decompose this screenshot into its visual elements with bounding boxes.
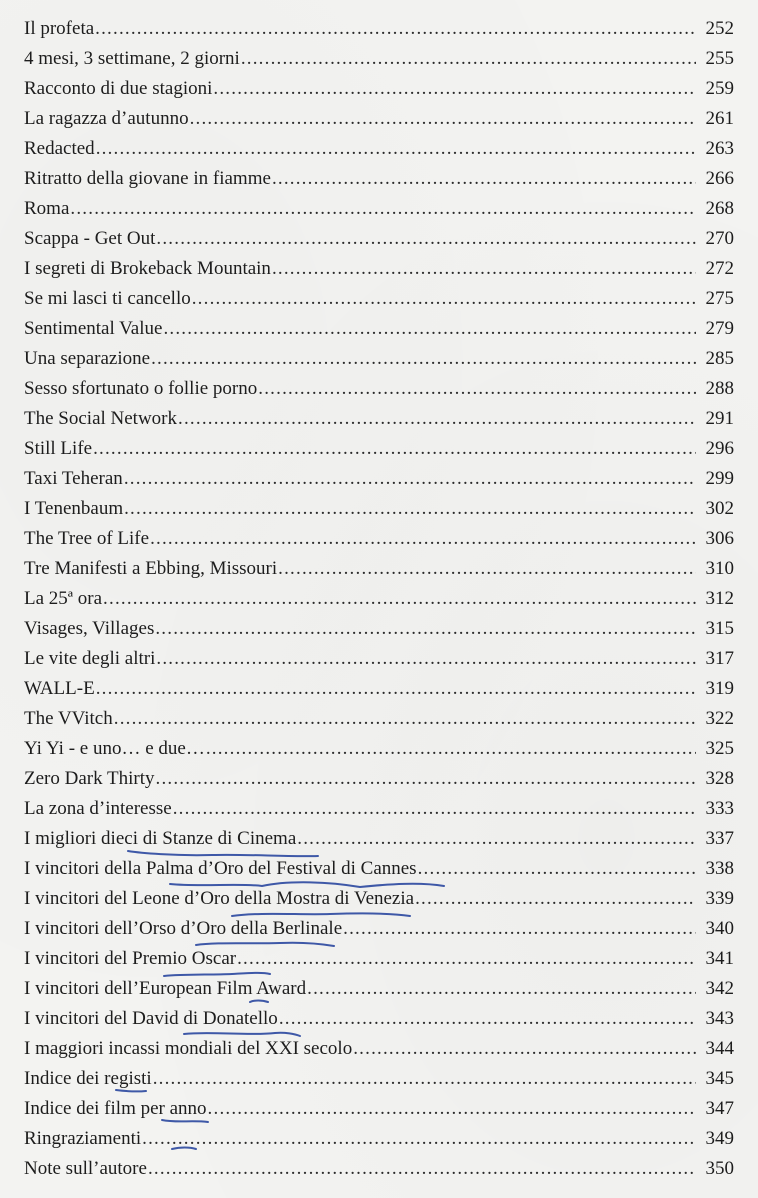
toc-entry [24,464,734,494]
dot-leader [192,284,696,314]
entry-page-number: 272 [705,258,734,279]
entry-title: Sesso sfortunato o follie porno [24,378,258,399]
dot-leader [208,1094,696,1124]
dot-leader [95,14,696,44]
toc-entry [24,884,734,914]
entry-title: Se mi lasci ti cancello [24,288,191,309]
dot-leader [178,404,696,434]
entry-page-number: 345 [705,1068,734,1089]
entry-page-number: 255 [705,48,734,69]
dot-leader [70,194,696,224]
entry-page-number: 296 [705,438,734,459]
toc-entry [24,164,734,194]
toc-entry [24,374,734,404]
dot-leader [415,884,696,914]
dot-leader [353,1034,696,1064]
entry-page-number: 259 [705,78,734,99]
entry-title: Zero Dark Thirty [24,768,155,789]
entry-page-number: 342 [705,978,734,999]
entry-title: Still Life [24,438,93,459]
dot-leader [343,914,696,944]
toc-entry [24,74,734,104]
entry-title: Tre Manifesti a Ebbing, Missouri [24,558,278,579]
toc-entry [24,524,734,554]
table-of-contents [24,14,734,1184]
entry-title: The VVitch [24,708,113,729]
toc-entry [24,674,734,704]
dot-leader [418,854,696,884]
dot-leader [151,344,696,374]
entry-title: I migliori dieci di Stanze di Cinema [24,828,297,849]
dot-leader [114,704,696,734]
dot-leader [307,974,696,1004]
entry-title: I vincitori del Leone d’Oro della Mostra di Venezia [24,888,415,909]
entry-page-number: 270 [705,228,734,249]
entry-title: Taxi Teheran [24,468,123,489]
toc-entry [24,134,734,164]
dot-leader [150,524,696,554]
dot-leader [272,164,696,194]
toc-entry [24,404,734,434]
entry-page-number: 347 [705,1098,734,1119]
toc-entry [24,614,734,644]
entry-page-number: 339 [705,888,734,909]
toc-entry [24,824,734,854]
entry-page-number: 312 [705,588,734,609]
entry-title: I vincitori dell’Orso d’Oro della Berlinale [24,918,343,939]
toc-entry [24,494,734,524]
entry-title: 4 mesi, 3 settimane, 2 giorni [24,48,240,69]
dot-leader [272,254,696,284]
dot-leader [148,1154,696,1184]
dot-leader [278,554,696,584]
toc-entry [24,944,734,974]
dot-leader [124,494,696,524]
entry-page-number: 266 [705,168,734,189]
entry-title: Note sull’autore [24,1158,147,1179]
entry-page-number: 288 [705,378,734,399]
entry-title: La zona d’interesse [24,798,172,819]
entry-page-number: 349 [705,1128,734,1149]
entry-page-number: 263 [705,138,734,159]
entry-title: Il profeta [24,18,95,39]
toc-entry [24,734,734,764]
entry-title: Visages, Villages [24,618,155,639]
toc-entry [24,1064,734,1094]
entry-title: Indice dei registi [24,1068,152,1089]
dot-leader [163,314,696,344]
entry-page-number: 338 [705,858,734,879]
entry-title: La 25ª ora [24,588,103,609]
entry-title: I segreti di Brokeback Mountain [24,258,271,279]
entry-page-number: 340 [705,918,734,939]
dot-leader [142,1124,696,1154]
entry-page-number: 344 [705,1038,734,1059]
entry-page-number: 268 [705,198,734,219]
toc-entry [24,44,734,74]
dot-leader [103,584,696,614]
toc-entry [24,224,734,254]
dot-leader [155,614,696,644]
entry-title: Redacted [24,138,95,159]
dot-leader [124,464,696,494]
entry-page-number: 306 [705,528,734,549]
entry-page-number: 291 [705,408,734,429]
entry-page-number: 333 [705,798,734,819]
entry-title: Le vite degli altri [24,648,156,669]
dot-leader [96,134,696,164]
entry-page-number: 299 [705,468,734,489]
toc-entry [24,1154,734,1184]
toc-entry [24,194,734,224]
entry-title: I vincitori del David di Donatello [24,1008,278,1029]
toc-entry [24,104,734,134]
dot-leader [156,764,697,794]
entry-page-number: 310 [705,558,734,579]
dot-leader [241,44,696,74]
dot-leader [279,1004,696,1034]
toc-entry [24,584,734,614]
entry-title: The Social Network [24,408,178,429]
entry-page-number: 261 [705,108,734,129]
entry-page-number: 341 [705,948,734,969]
toc-entry [24,1034,734,1064]
toc-entry [24,1124,734,1154]
entry-page-number: 279 [705,318,734,339]
entry-page-number: 302 [705,498,734,519]
entry-title: La ragazza d’autunno [24,108,189,129]
entry-title: Ringraziamenti [24,1128,142,1149]
entry-page-number: 252 [705,18,734,39]
toc-entry [24,764,734,794]
toc-entry [24,284,734,314]
dot-leader [153,1064,696,1094]
entry-page-number: 315 [705,618,734,639]
entry-page-number: 317 [705,648,734,669]
entry-title: I vincitori dell’European Film Award [24,978,307,999]
entry-page-number: 350 [705,1158,734,1179]
toc-entry [24,554,734,584]
entry-title: I vincitori della Palma d’Oro del Festival di Cannes [24,858,417,879]
entry-title: I vincitori del Premio Oscar [24,948,237,969]
entry-title: Yi Yi - e uno… e due… [24,738,205,759]
entry-title: Indice dei film per anno [24,1098,207,1119]
toc-entry [24,314,734,344]
dot-leader [213,74,696,104]
toc-entry [24,14,734,44]
entry-title: Una separazione [24,348,151,369]
entry-title: Sentimental Value [24,318,163,339]
entry-page-number: 322 [705,708,734,729]
toc-entry [24,644,734,674]
dot-leader [156,224,696,254]
toc-entry [24,1094,734,1124]
toc-entry [24,1004,734,1034]
entry-page-number: 343 [705,1008,734,1029]
entry-title: The Tree of Life [24,528,150,549]
dot-leader [96,674,696,704]
dot-leader [237,944,696,974]
entry-title: I Tenenbaum [24,498,124,519]
toc-entry [24,344,734,374]
entry-page-number: 275 [705,288,734,309]
entry-title: WALL-E [24,678,95,699]
dot-leader [93,434,696,464]
toc-entry [24,434,734,464]
entry-page-number: 319 [705,678,734,699]
dot-leader [206,734,696,764]
dot-leader [258,374,696,404]
entry-page-number: 337 [705,828,734,849]
entry-title: Scappa - Get Out [24,228,156,249]
toc-entry [24,974,734,1004]
dot-leader [190,104,696,134]
entry-title: Ritratto della giovane in fiamme [24,168,271,189]
entry-title: Roma [24,198,70,219]
toc-entry [24,794,734,824]
toc-entry [24,704,734,734]
entry-title: I maggiori incassi mondiali del XXI secolo [24,1038,353,1059]
entry-page-number: 325 [705,738,734,759]
entry-page-number: 328 [705,768,734,789]
entry-title: Racconto di due stagioni [24,78,213,99]
dot-leader [173,794,696,824]
dot-leader [297,824,696,854]
toc-entry [24,914,734,944]
entry-page-number: 285 [705,348,734,369]
toc-entry [24,254,734,284]
toc-entry [24,854,734,884]
dot-leader [156,644,696,674]
